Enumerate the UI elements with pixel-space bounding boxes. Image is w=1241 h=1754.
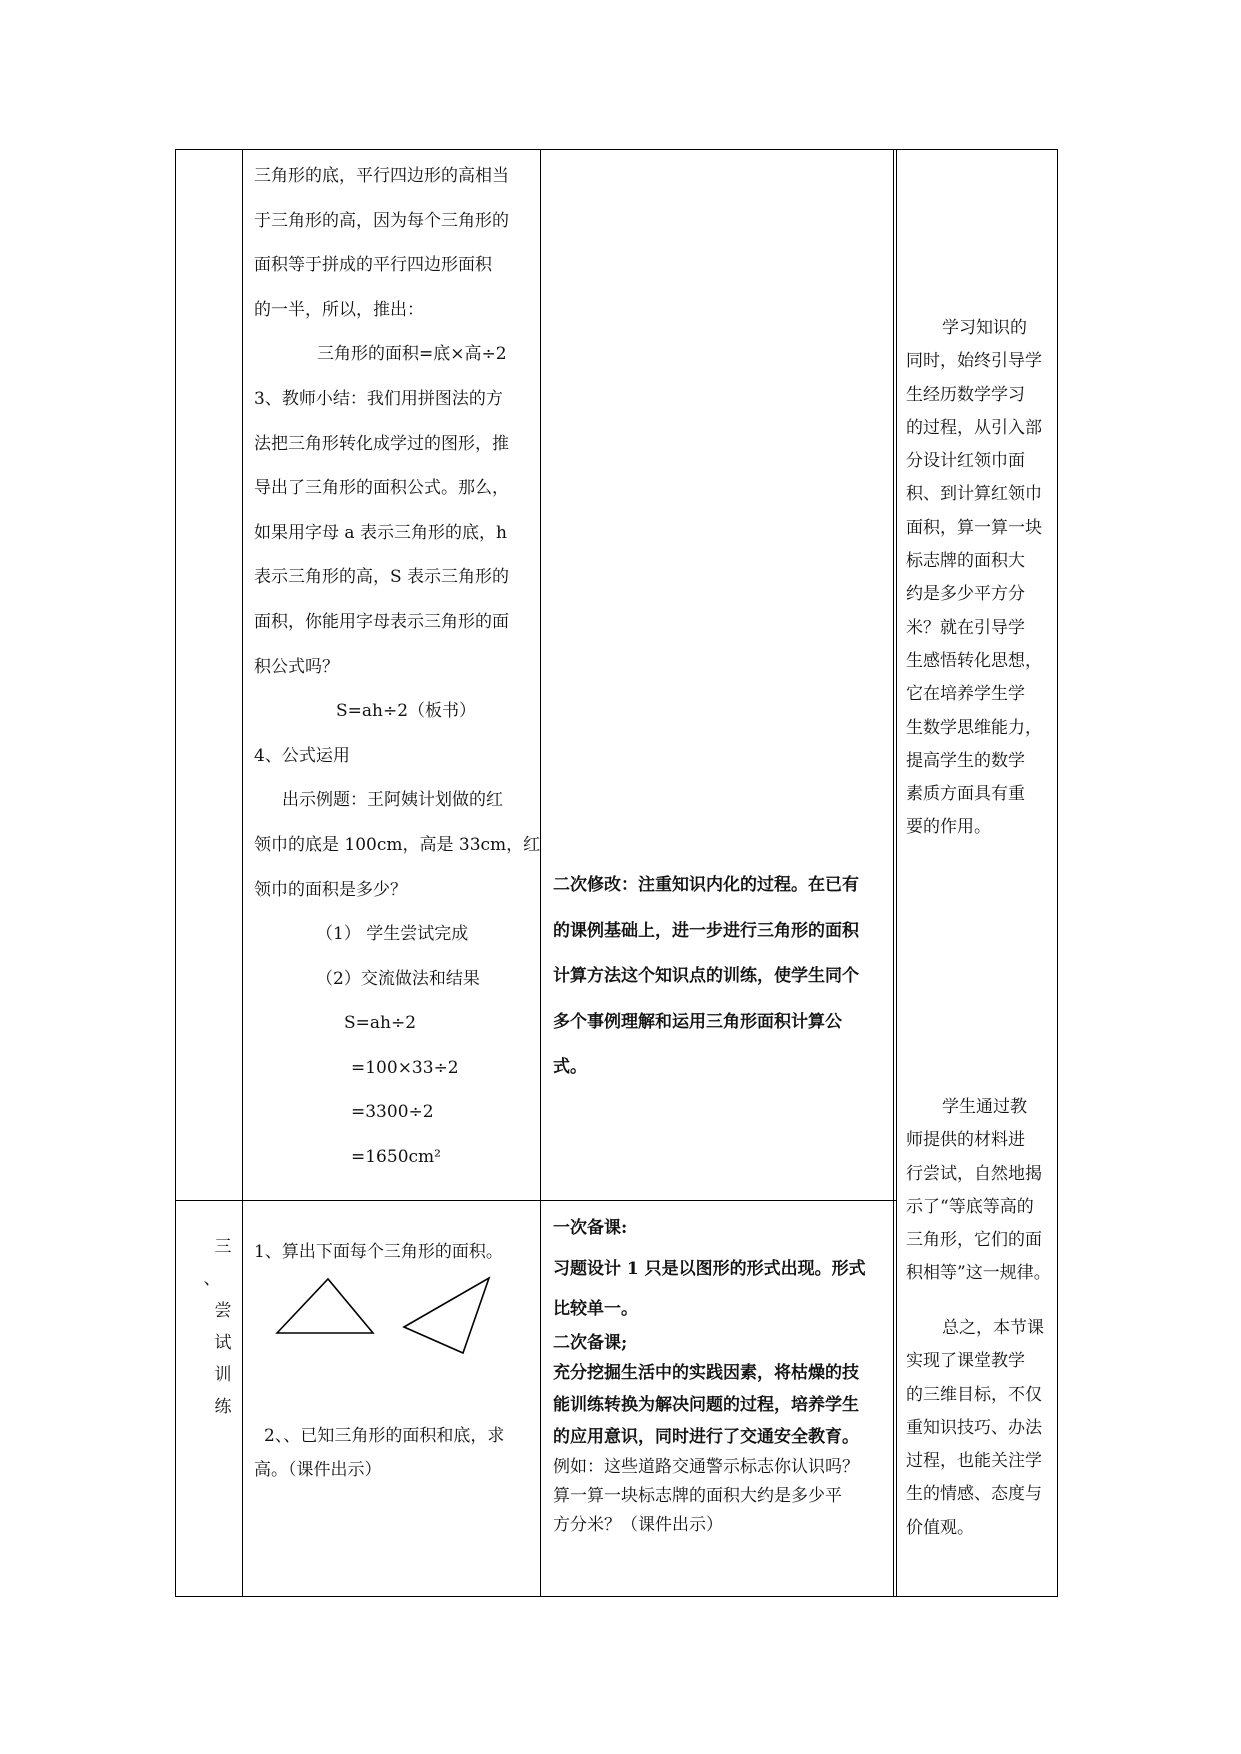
text-line: 三角形的底，平行四边形的高相当 [254,166,509,186]
text-line: 的一半，所以，推出： [254,299,424,320]
note-line: 三角形，它们的面 [906,1230,1042,1251]
revision-line: 的课例基础上，进一步进行三角形的面积 [553,920,859,941]
note-line: 的过程，从引入部 [906,417,1042,438]
design-notes-1 [906,312,1054,845]
title-char: 训 [214,1365,232,1385]
title-char: 尝 [214,1301,232,1321]
prep-line: 的应用意识，同时进行了交通安全教育。 [553,1427,859,1447]
exercise-cell [254,1230,539,1275]
revision-line: 多个事例理解和运用三角形面积计算公 [553,1011,842,1032]
note-line: 积相等”这一规律。 [906,1263,1051,1284]
table-top-border [175,149,1058,150]
design-notes-2 [906,1091,1056,1291]
title-char: 练 [214,1397,232,1417]
teaching-process-cell [254,154,541,1180]
note-line: 学习知识的 [942,318,1027,338]
note-line: 的三维目标，不仅 [906,1384,1042,1405]
note-line: 分设计红领巾面 [906,451,1025,472]
text-line: 面积，你能用字母表示三角形的面 [254,611,509,632]
triangle-figure-1 [276,1277,376,1337]
note-line: 师提供的材料进 [906,1130,1025,1151]
second-revision-cell [553,863,891,1091]
text-line: 积公式吗？ [254,656,339,677]
prep-line: 一次备课: [553,1218,628,1238]
title-char: 、 [203,1269,221,1289]
calc-line: S=ah÷2 [344,1013,417,1034]
column-divider-3b [896,149,897,1597]
note-line: 行尝试，自然地揭 [906,1163,1042,1184]
note-line: 面积，算一算一块 [906,517,1042,538]
note-line: 总之，本节课 [942,1318,1044,1338]
prep-line: 方分米？（课件出示） [553,1515,723,1535]
note-line: 生经历数学学习 [906,384,1025,405]
text-line: 于三角形的高，因为每个三角形的 [254,210,509,231]
note-line: 提高学生的数学 [906,750,1025,771]
exercise-2-line: 高。（课件出示） [254,1459,382,1480]
note-line: 过程，也能关注学 [906,1451,1042,1472]
text-line: 4、公式运用 [254,745,350,766]
text-line: 领巾的底是 100cm，高是 33cm，红 [254,834,541,855]
calc-line: =1650cm² [351,1147,441,1168]
calc-line: =100×33÷2 [351,1057,459,1078]
note-line: 价值观。 [906,1517,974,1538]
text-line: 法把三角形转化成学过的图形，推 [254,433,509,454]
note-line: 约是多少平方分 [906,584,1025,605]
text-line: 领巾的面积是多少？ [254,879,407,900]
revision-line: 计算方法这个知识点的训练，使学生同个 [553,966,859,986]
prep-line: 二次备课; [553,1333,628,1353]
prep-line: 例如：这些道路交通警示标志你认识吗？ [553,1457,859,1477]
prep-line: 比较单一。 [553,1299,638,1319]
section-title-try-practice [205,1231,241,1423]
step-line: （1） 学生尝试完成 [316,924,469,945]
note-line: 米？就在引导学 [906,617,1025,638]
note-line: 要的作用。 [906,817,991,838]
note-line: 学生通过教 [942,1097,1027,1117]
exercise-2 [254,1420,539,1487]
note-line: 生的情感、态度与 [906,1484,1042,1505]
note-line: 重知识技巧、办法 [906,1417,1042,1438]
note-line: 它在培养学生学 [906,684,1025,705]
row-divider [175,1200,896,1201]
note-line: 示了“等底等高的 [906,1196,1034,1217]
step-line: （2）交流做法和结果 [316,968,480,989]
note-line: 实现了课堂教学 [906,1351,1025,1372]
lesson-prep-cell [553,1211,891,1540]
table-right-border [1057,149,1058,1597]
note-line: 生感悟转化思想， [906,650,1042,671]
text-line: 表示三角形的高，S 表示三角形的 [254,567,510,588]
prep-line: 充分挖掘生活中的实践因素，将枯燥的技 [553,1363,859,1383]
text-line: 面积等于拼成的平行四边形面积 [254,255,492,276]
text-line: 3、教师小结：我们用拼图法的方 [254,388,503,409]
revision-line: 二次修改：注重知识内化的过程。在已有 [553,875,859,895]
text-line: 出示例题：王阿姨计划做的红 [282,790,503,811]
prep-line: 习题设计 1 只是以图形的形式出现。形式 [553,1259,866,1279]
formula-line: S=ah÷2（板书） [336,701,477,722]
prep-line: 能训练转换为解决问题的过程，培养学生 [553,1395,859,1415]
note-line: 同时，始终引导学 [906,351,1042,372]
note-line: 生数学思维能力， [906,717,1042,738]
note-line: 积、到计算红领巾 [906,484,1042,505]
title-char: 试 [214,1333,232,1353]
note-line: 标志牌的面积大 [906,551,1025,572]
exercise-1: 1、算出下面每个三角形的面积。 [254,1242,503,1262]
revision-line: 式。 [553,1057,587,1077]
title-char: 三 [214,1237,232,1257]
text-line: 导出了三角形的面积公式。那么， [254,478,509,499]
note-line: 素质方面具有重 [906,784,1025,805]
table-left-border [175,149,176,1597]
table-bottom-border [175,1596,1058,1597]
column-divider-1 [242,149,243,1597]
exercise-2-line: 2、、已知三角形的面积和底，求 [264,1426,505,1446]
design-notes-3 [906,1312,1054,1545]
calc-line: =3300÷2 [351,1102,434,1123]
formula-line: 三角形的面积=底×高÷2 [317,344,507,365]
triangle-figure-2 [402,1274,494,1356]
column-divider-2 [540,149,541,1597]
prep-line: 算一算一块标志牌的面积大约是多少平 [553,1486,842,1506]
column-divider-3 [893,149,894,1597]
text-line: 如果用字母 a 表示三角形的底，h [254,522,507,543]
